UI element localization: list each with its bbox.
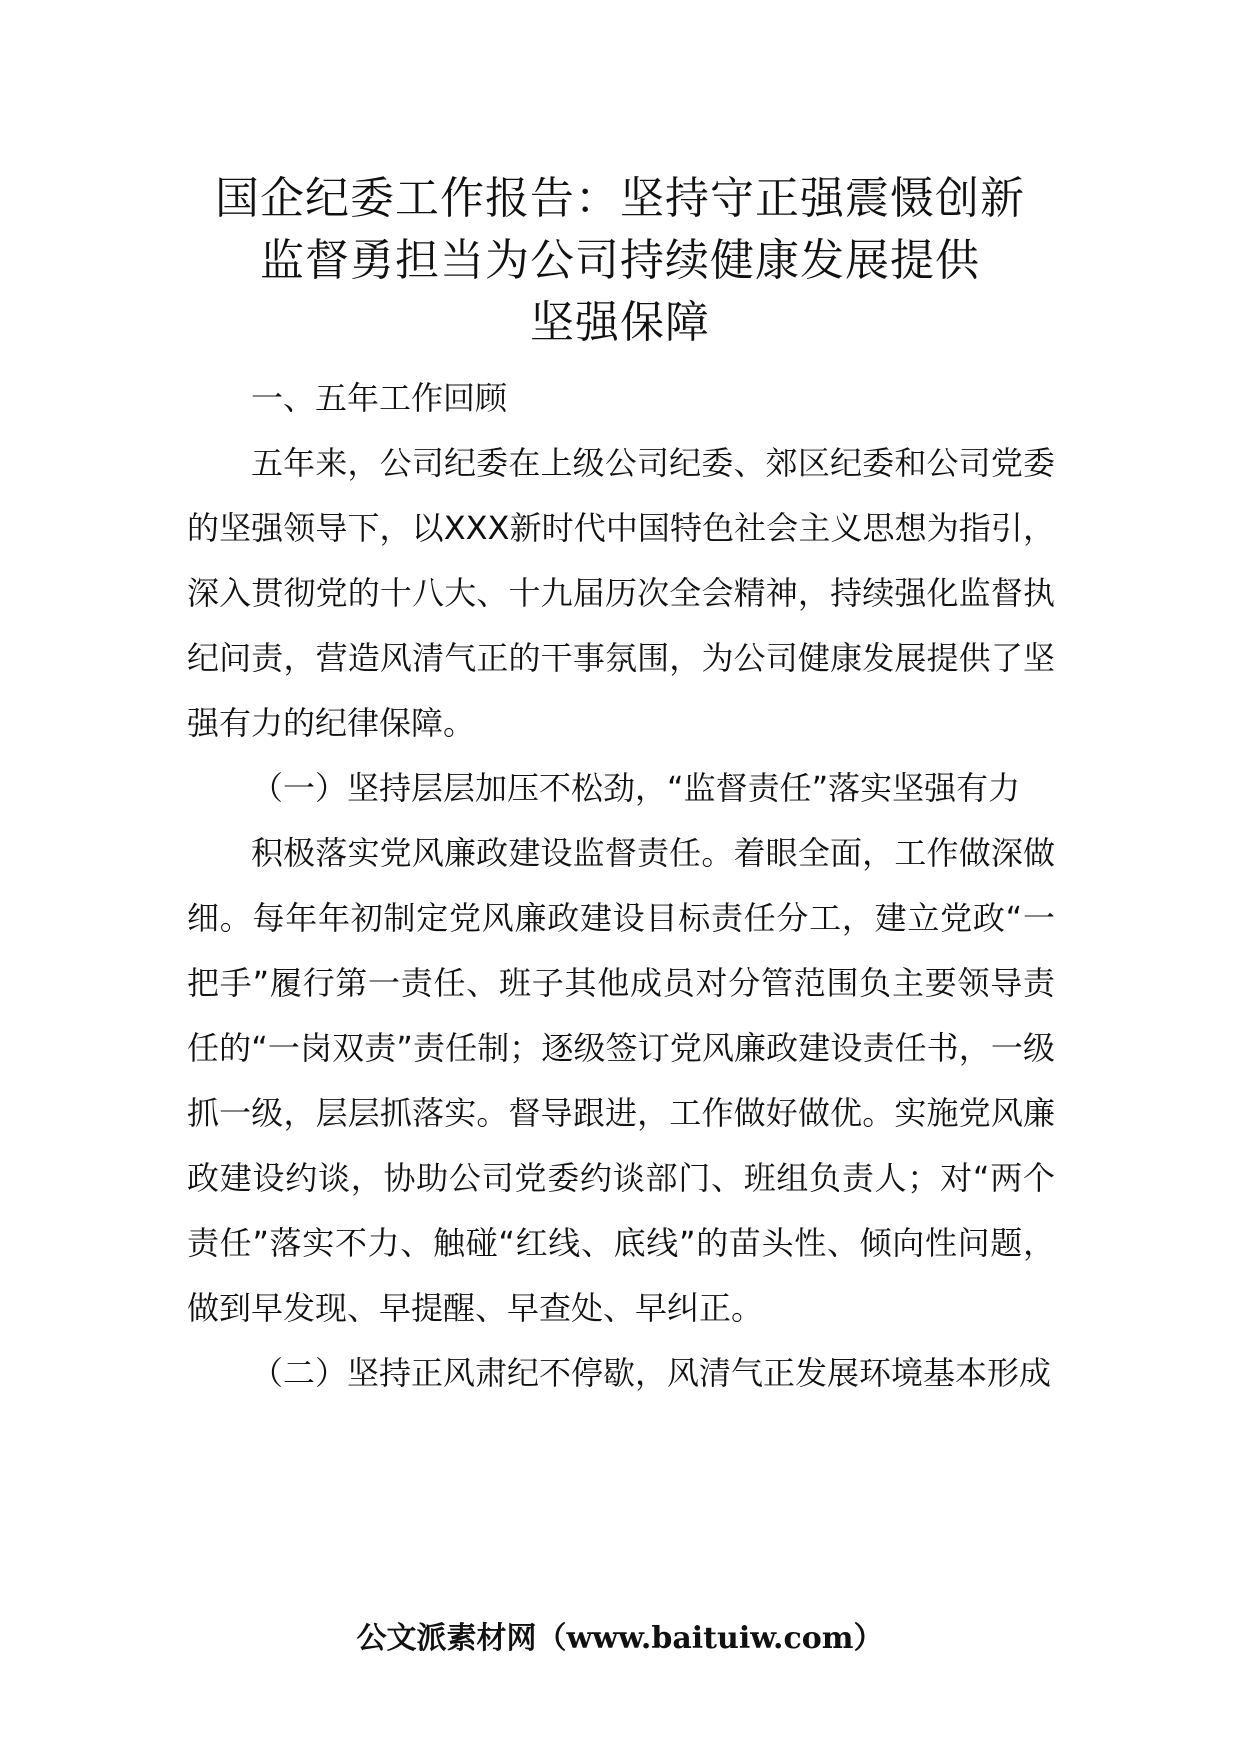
title-line-1: 国企纪委工作报告：坚持守正强震慑创新 (215, 173, 1025, 224)
title-line-3: 坚强保障 (530, 297, 710, 348)
paragraph-intro: 五年来，公司纪委在上级公司纪委、郊区纪委和公司党委的坚强领导下，以XXX新时代中国特色社会主义思想为指引，深入贯彻党的十八大、十九届历次全会精神，持续强化监督执纪问责，营造风清气正的干事氛围，为公司健康发展提供了坚强有力的纪律保障。 (187, 444, 1055, 742)
subheading-2: （二）坚持正风肃纪不停歇，风清气正发展环境基本形成 (251, 1354, 1052, 1392)
paragraph-supervision: 积极落实党风廉政建设监督责任。着眼全面，工作做深做细。每年年初制定党风廉政建设目标责任分工，建立党政“一把手”履行第一责任、班子其他成员对分管范围负主要领导责任的“一岗双责”责任制；逐级签订党风廉政建设责任书，一级抓一级，层层抓落实。督导跟进，工作做好做优。实施党风廉政建设约谈，协助公司党委约谈部门、班组负责人；对“两个责任”落实不力、触碰“红线、底线”的苗头性、倾向性问题，做到早发现、早提醒、早查处、早纠正。 (187, 834, 1055, 1327)
document-body (187, 379, 1055, 1406)
title-line-2: 监督勇担当为公司持续健康发展提供 (260, 235, 980, 286)
section-heading: 一、五年工作回顾 (251, 379, 508, 417)
footer-watermark: 公文派素材网（www.baituiw.com） (356, 1621, 884, 1656)
document-title (150, 168, 1090, 354)
subheading-1: （一）坚持层层加压不松劲，“监督责任”落实坚强有力 (251, 769, 1021, 807)
